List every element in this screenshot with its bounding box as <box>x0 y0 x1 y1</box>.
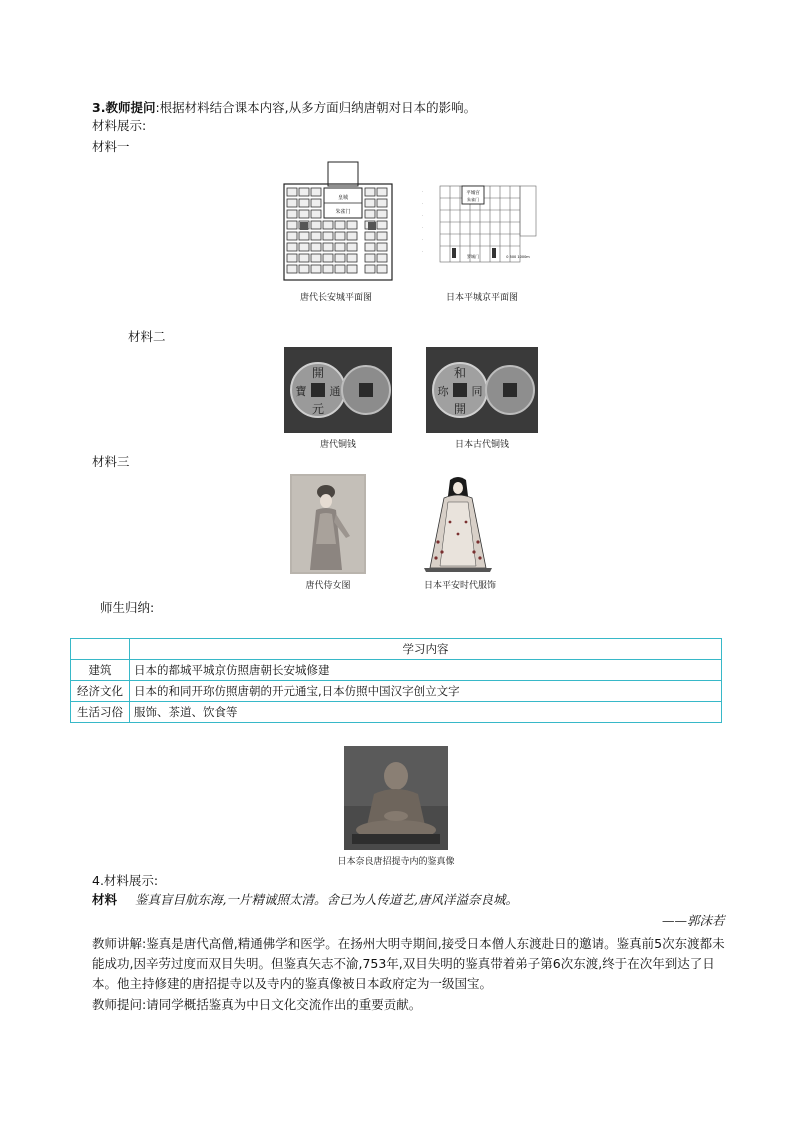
svg-text:.: . <box>422 249 424 253</box>
tang-maid-figure <box>290 474 366 574</box>
jianzhen-statue-caption: 日本奈良唐招提寺内的鉴真像 <box>337 857 455 867</box>
material-3-title: 材料三 <box>92 454 130 469</box>
question-3-label: 3.教师提问 <box>92 100 156 115</box>
japan-coin-image <box>426 347 538 433</box>
changan-map-figure <box>272 158 400 286</box>
teacher-question-label: 教师提问 <box>92 997 143 1012</box>
heian-dress-image <box>420 472 496 574</box>
japan-coin-char-3: 開 <box>453 402 467 416</box>
heijo-map-figure <box>418 178 546 286</box>
heijo-label-gate-bottom: 罗城门 <box>467 254 479 259</box>
material-label: 材料 <box>92 892 118 907</box>
svg-text:.: . <box>422 213 424 217</box>
heijo-label-gate-top: 朱雀门 <box>467 197 479 202</box>
table-row-key: 生活习俗 <box>71 702 130 723</box>
teacher-explanation-text: :鉴真是唐代高僧,精通佛学和医学。在扬州大明寺期间,接受日本僧人东渡赴日的邀请。鉴真前5次东渡都未能成功,因辛劳过度而双目失明。但鉴真矢志不渝,753年,双目失明的鉴真带着弟子第6次东渡,终于在次年到达了日本。他主持修建的唐招提寺以及寺内的鉴真像被日本政府定为一级国宝。 <box>92 936 725 991</box>
table-header-empty <box>71 639 130 660</box>
summary-label: 师生归纳: <box>100 600 155 615</box>
japan-coin-figure <box>426 347 538 433</box>
japan-coin-char-4: 珎 <box>437 385 449 398</box>
teacher-explanation-label: 教师讲解 <box>92 936 143 951</box>
poem-author: ——郭沫若 <box>662 913 725 928</box>
heijo-caption: 日本平城京平面图 <box>445 293 518 303</box>
teacher-explanation <box>92 934 732 994</box>
tang-coin-image <box>284 347 392 433</box>
tang-coin-char-1: 開 <box>311 366 325 380</box>
table-row-value: 日本的都城平城京仿照唐朝长安城修建 <box>130 660 722 681</box>
svg-text:.: . <box>422 201 424 205</box>
tang-coin-char-2: 通 <box>329 385 341 398</box>
table-row <box>71 660 722 681</box>
tang-coin-caption: 唐代铜钱 <box>319 440 356 450</box>
heijo-map <box>418 178 546 286</box>
table-row-value: 日本的和同开珎仿照唐朝的开元通宝,日本仿照中国汉字创立文字 <box>130 681 722 702</box>
tang-coin-char-3: 元 <box>311 402 325 416</box>
tang-coin-char-4: 寶 <box>295 385 307 398</box>
jianzhen-statue-figure <box>344 746 448 850</box>
table-row <box>71 702 722 723</box>
changan-label-2: 朱雀门 <box>335 209 351 215</box>
table-row-key: 经济文化 <box>71 681 130 702</box>
heijo-label-palace: 平城宫 <box>466 191 480 196</box>
question-4-label: 4.材料展示: <box>92 873 159 888</box>
table-row-value: 服饰、茶道、饮食等 <box>130 702 722 723</box>
changan-label-1: 皇城 <box>337 195 349 201</box>
japan-coin-char-1: 和 <box>453 366 467 380</box>
material-2-title: 材料二 <box>128 329 166 344</box>
japan-coin-caption: 日本古代铜钱 <box>454 440 509 450</box>
table-header-row <box>71 639 722 660</box>
table-row <box>71 681 722 702</box>
heijo-scale: 0 500 1000m <box>506 255 530 259</box>
tang-maid-image <box>290 474 366 574</box>
table-row-key: 建筑 <box>71 660 130 681</box>
svg-text:.: . <box>422 189 424 193</box>
tang-coin-figure <box>284 347 392 433</box>
changan-map <box>272 158 400 286</box>
tang-maid-caption: 唐代侍女图 <box>305 581 351 591</box>
material-show-label: 材料展示: <box>92 118 147 133</box>
heian-dress-figure <box>420 472 496 574</box>
question-3 <box>92 100 476 116</box>
svg-text:.: . <box>422 237 424 241</box>
guo-moruo-poem: 鉴真盲目航东海,一片精诚照太清。舍已为人传道艺,唐风洋溢奈良城。 <box>135 892 518 907</box>
svg-text:.: . <box>422 225 424 229</box>
question-3-text: :根据材料结合课本内容,从多方面归纳唐朝对日本的影响。 <box>155 100 477 115</box>
changan-caption: 唐代长安城平面图 <box>299 293 372 303</box>
question-4-material <box>92 892 518 908</box>
jianzhen-statue-image <box>344 746 448 850</box>
heian-dress-caption: 日本平安时代服饰 <box>423 581 496 591</box>
material-1-title: 材料一 <box>92 139 130 154</box>
learning-content-table <box>70 638 722 723</box>
teacher-question <box>92 997 421 1013</box>
table-header-cell: 学习内容 <box>130 639 722 660</box>
teacher-question-text: :请同学概括鉴真为中日文化交流作出的重要贡献。 <box>142 997 422 1012</box>
japan-coin-char-2: 同 <box>471 385 483 398</box>
